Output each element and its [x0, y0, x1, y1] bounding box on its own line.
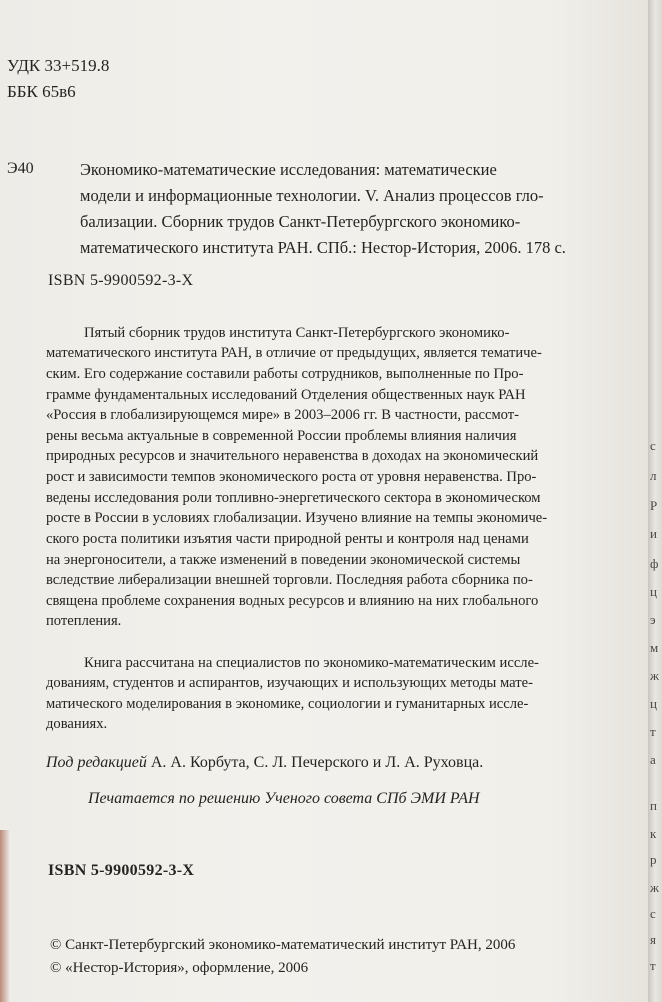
edge-letter: ж [650, 668, 659, 683]
bbk-code: ББК 65в6 [7, 82, 76, 101]
annotation-line: ского роста политики изъятия части природной ренты и контроля над ценами [46, 531, 529, 547]
next-page-edge [648, 0, 662, 1002]
ref-line-2: модели и информационные технологии. V. Анализ процессов гло- [80, 186, 544, 205]
edge-letter: л [650, 468, 657, 483]
isbn-top: ISBN 5-9900592-3-X [48, 272, 194, 289]
annotation-line: рост и зависимости темпов экономического роста от уровня неравенства. Про- [46, 469, 537, 485]
annotation-line: математического института РАН, в отличие от предыдущих, является тематиче- [46, 345, 542, 361]
edge-letter: к [650, 826, 657, 841]
annotation-line: рены весьма актуальные в современной России проблемы влияния наличия [46, 428, 517, 444]
annotation-line: росте в России в условиях глобализации. Изучено влияние на темпы экономиче- [46, 510, 548, 526]
editor-separator: и [372, 754, 382, 771]
annotation-line: ским. Его содержание составили работы сотрудников, выполненные по Про- [46, 366, 524, 382]
isbn-bottom: ISBN 5-9900592-3-X [48, 862, 195, 879]
edge-letter: с [650, 438, 656, 453]
edge-letter: э [650, 612, 656, 627]
annotation-line: вследствие либерализации внешней торговли. Последняя работа сборника по- [46, 572, 533, 588]
print-note: Печатается по решению Ученого совета СПб ЭМИ РАН [88, 790, 480, 807]
ref-line-1: Экономико-математические исследования: математические [80, 160, 497, 179]
ref-line-3: бализации. Сборник трудов Санкт-Петербургского экономико- [80, 212, 521, 231]
annotation-line: дованиях. [46, 716, 108, 732]
edge-letter: и [650, 526, 657, 541]
editor-name: Л. А. Руховца [385, 754, 480, 771]
edge-letter: а [650, 752, 656, 767]
annotation-line: священа проблеме сохранения водных ресурсов и влиянию на них глобального [46, 593, 539, 609]
annotation-line: грамме фундаментальных исследований Отделения общественных наук РАН [46, 387, 526, 403]
copyright-line: © Санкт-Петербургский экономико-математический институт РАН, 2006 [50, 937, 516, 953]
edge-letter: ц [650, 696, 657, 711]
edge-letter: ф [650, 556, 659, 571]
edge-letter: я [650, 932, 656, 947]
author-mark: Э40 [7, 160, 34, 177]
annotation-line: потепления. [46, 613, 122, 629]
udk-code: УДК 33+519.8 [7, 56, 110, 75]
annotation-line: Пятый сборник трудов института Санкт-Петербургского экономико- [84, 325, 510, 341]
annotation-line: Книга рассчитана на специалистов по экономико-математическим иссле- [84, 655, 539, 671]
annotation-line: дованиям, студентов и аспирантов, изучающих и использующих методы мате- [46, 675, 533, 691]
copyright-line: © «Нестор-История», оформление, 2006 [50, 960, 309, 976]
finger-shadow [0, 830, 10, 1002]
annotation-line: на энергоносители, а также изменений в поведении экономической системы [46, 552, 521, 568]
editor-separator: , [245, 754, 250, 771]
ref-line-4: математического института РАН. СПб.: Нестор-История, 2006. 178 с. [80, 238, 566, 257]
edge-letter: т [650, 724, 656, 739]
annotation-line: «Россия в глобализирующемся мире» в 2003–2006 гг. В частности, рассмот- [46, 407, 520, 423]
edge-letter: т [650, 958, 656, 973]
annotation-line: ведены исследования роли топливно-энергетического сектора в экономическом [46, 490, 541, 506]
editor-name: А. А. Корбута [150, 754, 246, 771]
editor-name: С. Л. Печерского [253, 754, 369, 771]
edge-letter: с [650, 906, 656, 921]
edge-letter: р [650, 852, 657, 867]
edge-letter: м [650, 640, 659, 655]
edge-letter: Р [650, 498, 658, 513]
edge-letter: п [650, 798, 657, 813]
edge-letter: ц [650, 584, 657, 599]
annotation-line: матического моделирования в экономике, социологии и гуманитарных иссле- [46, 696, 529, 712]
editors-prefix: Под редакцией [46, 754, 147, 771]
editor-end: . [479, 754, 484, 771]
annotation-line: природных ресурсов и значительного неравенства в доходах на экономический [46, 448, 539, 464]
editors-line [46, 754, 483, 772]
edge-letter: ж [650, 880, 659, 895]
